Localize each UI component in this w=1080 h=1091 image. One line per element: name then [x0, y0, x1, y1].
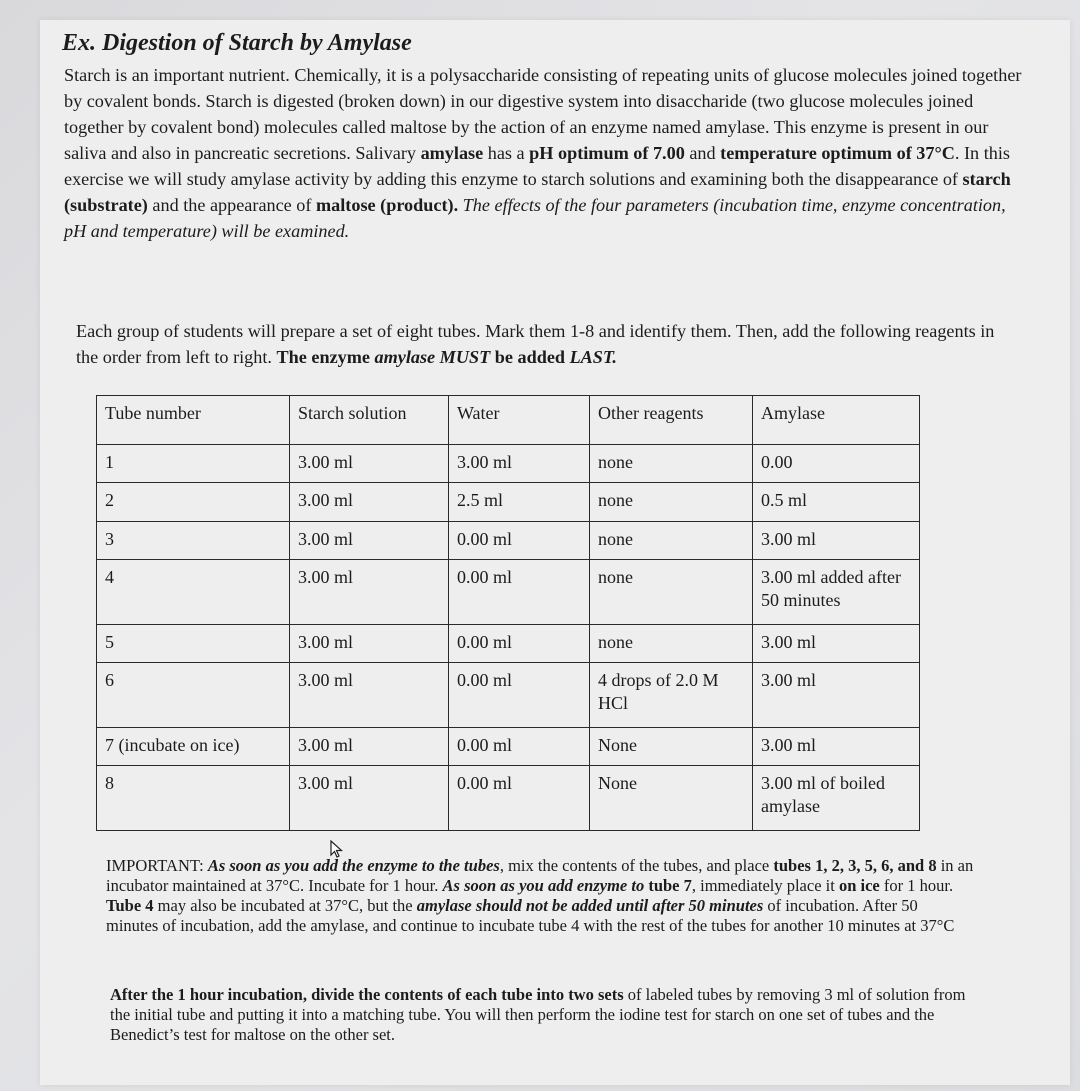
cell-other: none — [590, 624, 753, 662]
table-row — [97, 727, 920, 765]
cell-amylase: 3.00 ml — [753, 727, 920, 765]
cell-amylase: 3.00 ml — [753, 521, 920, 559]
intro-bold-ph: pH optimum of 7.00 — [529, 143, 685, 163]
intro-bold-maltose: maltose (product). — [316, 195, 459, 215]
prep-bold: The enzyme — [276, 347, 375, 367]
cell-starch: 3.00 ml — [290, 663, 449, 728]
preparation-paragraph — [76, 318, 996, 370]
prep-bold-italic: LAST. — [569, 347, 617, 367]
cell-water: 0.00 ml — [449, 624, 590, 662]
table-row — [97, 560, 920, 625]
important-bold: on ice — [838, 876, 880, 895]
important-text: for 1 hour. — [879, 876, 954, 895]
reagent-table — [96, 395, 920, 831]
table-row — [97, 445, 920, 483]
important-bold-italic: As soon as you add the enzyme to the tubes — [207, 856, 500, 875]
intro-bold-amylase: amylase — [420, 143, 484, 163]
important-text: , mix the contents of the tubes, and place — [499, 856, 774, 875]
table-row — [97, 521, 920, 559]
cell-water: 0.00 ml — [449, 766, 590, 831]
important-bold: Tube 4 — [106, 896, 154, 915]
intro-text: and the appearance of — [147, 195, 316, 215]
cell-starch: 3.00 ml — [290, 560, 449, 625]
important-bold-italic: As soon as you add enzyme to — [442, 876, 645, 895]
table-row — [97, 483, 920, 521]
header-tube-number: Tube number — [97, 396, 290, 445]
cell-tube: 6 — [97, 663, 290, 728]
important-text: , immediately place it — [691, 876, 839, 895]
intro-bold-temp: temperature optimum of 37°C — [720, 143, 955, 163]
cell-other: None — [590, 727, 753, 765]
cell-amylase: 3.00 ml added after 50 minutes — [753, 560, 920, 625]
intro-paragraph — [64, 62, 1024, 244]
header-water: Water — [449, 396, 590, 445]
cell-tube: 5 — [97, 624, 290, 662]
table-header-row — [97, 396, 920, 445]
cell-water: 0.00 ml — [449, 727, 590, 765]
cell-other: None — [590, 766, 753, 831]
after-text: of labeled tubes by removing 3 ml of solution from the initial tube and putting it into a matching tube. You will then perform the iodine test for starch on one set of tubes and the Benedict’s test for maltose on the other set. — [110, 985, 966, 1044]
important-text: may also be incubated at 37°C, but the — [153, 896, 417, 915]
header-amylase: Amylase — [753, 396, 920, 445]
cell-tube: 2 — [97, 483, 290, 521]
cell-starch: 3.00 ml — [290, 766, 449, 831]
after-bold: After the 1 hour incubation, divide the contents of each tube into two sets — [110, 985, 624, 1004]
cell-starch: 3.00 ml — [290, 521, 449, 559]
page-title: Ex. Digestion of Starch by Amylase — [62, 30, 412, 56]
intro-italic-effects: The effects of the four parameters (incubation time, enzyme concentration, pH and temperature) will be examined. — [64, 195, 1006, 241]
intro-bold-starch: starch (substrate) — [64, 169, 1011, 215]
cell-water: 0.00 ml — [449, 521, 590, 559]
cell-tube: 7 (incubate on ice) — [97, 727, 290, 765]
cell-other: 4 drops of 2.0 M HCl — [590, 663, 753, 728]
cell-other: none — [590, 560, 753, 625]
table-row — [97, 624, 920, 662]
prep-bold: be added — [490, 347, 570, 367]
cell-starch: 3.00 ml — [290, 445, 449, 483]
header-other-reagents: Other reagents — [590, 396, 753, 445]
cell-water: 0.00 ml — [449, 560, 590, 625]
prep-bold-italic: amylase MUST — [374, 347, 491, 367]
cell-amylase: 0.5 ml — [753, 483, 920, 521]
cell-starch: 3.00 ml — [290, 727, 449, 765]
important-text: in an incubator maintained at 37°C. Incubate for 1 hour. — [106, 856, 974, 895]
cell-water: 0.00 ml — [449, 663, 590, 728]
cell-amylase: 0.00 — [753, 445, 920, 483]
cell-tube: 8 — [97, 766, 290, 831]
cell-starch: 3.00 ml — [290, 624, 449, 662]
table-row — [97, 766, 920, 831]
important-bold-italic: amylase should not be added until after 50 minutes — [416, 896, 764, 915]
cell-water: 2.5 ml — [449, 483, 590, 521]
intro-text: and — [684, 143, 721, 163]
cell-starch: 3.00 ml — [290, 483, 449, 521]
cell-amylase: 3.00 ml — [753, 663, 920, 728]
cell-tube: 3 — [97, 521, 290, 559]
important-bold: tubes 1, 2, 3, 5, 6, and 8 — [773, 856, 937, 875]
cell-water: 3.00 ml — [449, 445, 590, 483]
intro-text: has a — [483, 143, 530, 163]
cell-other: none — [590, 483, 753, 521]
header-starch-solution: Starch solution — [290, 396, 449, 445]
important-text: IMPORTANT: — [106, 856, 208, 875]
cell-other: none — [590, 445, 753, 483]
cell-other: none — [590, 521, 753, 559]
important-bold: tube 7 — [644, 876, 692, 895]
table-row — [97, 663, 920, 728]
intro-text: Starch is an important nutrient. Chemically, it is a polysaccharide consisting of repeating units of glucose molecules joined together by covalent bonds. Starch is digested (broken down) in our digestive system into disaccharide (two glucose molecules joined together by covalent bond) molecules called maltose by the action of an enzyme named amylase. This enzyme is present in our saliva and also in pancreatic secretions. Salivary — [64, 65, 1022, 163]
cell-amylase: 3.00 ml — [753, 624, 920, 662]
cell-tube: 1 — [97, 445, 290, 483]
prep-text: Each group of students will prepare a set of eight tubes. Mark them 1-8 and identify them. Then, add the following reagents in the order from left to right. — [76, 321, 995, 367]
cell-amylase: 3.00 ml of boiled amylase — [753, 766, 920, 831]
important-note — [106, 856, 974, 936]
cell-tube: 4 — [97, 560, 290, 625]
after-incubation-note — [110, 985, 970, 1045]
important-text: of incubation. After 50 minutes of incubation, add the amylase, and continue to incubate tube 4 with the rest of the tubes for another 10 minutes at 37°C — [106, 896, 955, 935]
intro-text: . In this exercise we will study amylase activity by adding this enzyme to starch solutions and examining both the disappearance of — [64, 143, 1010, 189]
